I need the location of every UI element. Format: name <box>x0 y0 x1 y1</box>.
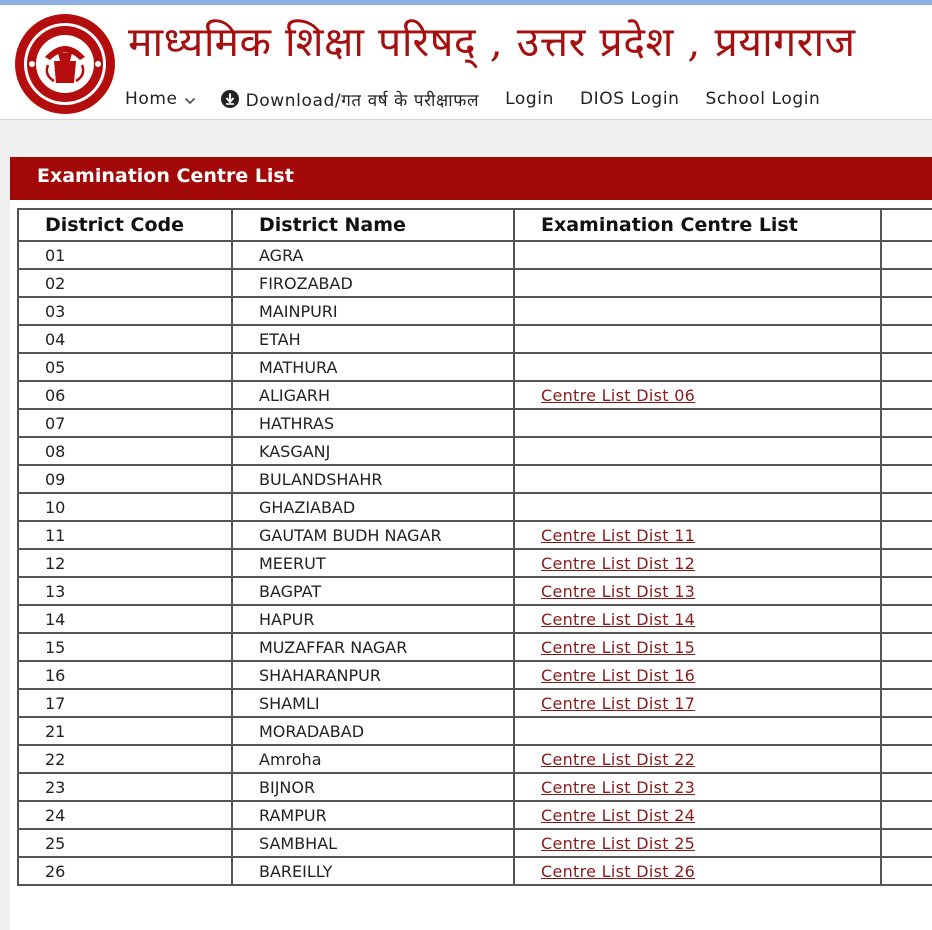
centre-list-link[interactable]: Centre List Dist 06 <box>541 385 696 405</box>
cell-district-name: GHAZIABAD <box>232 493 514 521</box>
cell-district-name: ETAH <box>232 325 514 353</box>
cell-extra <box>881 521 932 549</box>
table-row <box>18 241 932 269</box>
header-district-code: District Code <box>18 209 232 241</box>
cell-centre-list <box>514 773 881 801</box>
centre-list-link[interactable]: Centre List Dist 11 <box>541 525 696 545</box>
cell-district-code: 01 <box>18 241 232 269</box>
cell-extra <box>881 689 932 717</box>
cell-extra <box>881 381 932 409</box>
cell-district-name: MORADABAD <box>232 717 514 745</box>
cell-extra <box>881 773 932 801</box>
cell-district-name: SHAMLI <box>232 689 514 717</box>
cell-extra <box>881 577 932 605</box>
cell-centre-list <box>514 689 881 717</box>
cell-extra <box>881 465 932 493</box>
table-row <box>18 605 932 633</box>
cell-centre-list <box>514 241 881 269</box>
cell-district-name: AGRA <box>232 241 514 269</box>
cell-extra <box>881 829 932 857</box>
site-title: माध्यमिक शिक्षा परिषद् , उत्तर प्रदेश , प्रयागराज <box>128 18 856 66</box>
cell-district-code: 23 <box>18 773 232 801</box>
nav-login[interactable] <box>505 89 554 109</box>
table-row <box>18 325 932 353</box>
cell-centre-list <box>514 605 881 633</box>
cell-district-code: 09 <box>18 465 232 493</box>
cell-extra <box>881 493 932 521</box>
main-nav <box>125 87 820 111</box>
cell-district-name: MEERUT <box>232 549 514 577</box>
cell-district-code: 05 <box>18 353 232 381</box>
table-row <box>18 437 932 465</box>
table-row <box>18 689 932 717</box>
header-extra <box>881 209 932 241</box>
nav-dios-login-label: DIOS Login <box>579 89 680 109</box>
header-district-name: District Name <box>232 209 514 241</box>
cell-extra <box>881 857 932 885</box>
cell-district-name: BIJNOR <box>232 773 514 801</box>
cell-district-name: HATHRAS <box>232 409 514 437</box>
cell-centre-list <box>514 437 881 465</box>
cell-district-name: KASGANJ <box>232 437 514 465</box>
cell-district-code: 12 <box>18 549 232 577</box>
centre-table <box>17 208 932 886</box>
nav-download-label: Download/गत वर्ष के परीक्षाफल <box>245 90 480 111</box>
cell-district-code: 07 <box>18 409 232 437</box>
cell-district-code: 26 <box>18 857 232 885</box>
cell-district-code: 02 <box>18 269 232 297</box>
cell-extra <box>881 241 932 269</box>
cell-district-name: SAMBHAL <box>232 829 514 857</box>
nav-login-label: Login <box>505 89 554 109</box>
centre-list-link[interactable]: Centre List Dist 24 <box>541 805 696 825</box>
cell-district-name: MAINPURI <box>232 297 514 325</box>
table-row <box>18 717 932 745</box>
cell-extra <box>881 325 932 353</box>
site-header <box>0 5 932 120</box>
cell-centre-list <box>514 325 881 353</box>
cell-extra <box>881 353 932 381</box>
centre-list-link[interactable]: Centre List Dist 12 <box>541 553 696 573</box>
cell-extra <box>881 801 932 829</box>
nav-school-login-label: School Login <box>705 89 821 109</box>
cell-extra <box>881 717 932 745</box>
cell-district-code: 03 <box>18 297 232 325</box>
nav-dios-login[interactable] <box>580 89 680 109</box>
cell-district-name: BULANDSHAHR <box>232 465 514 493</box>
cell-centre-list <box>514 493 881 521</box>
table-row <box>18 773 932 801</box>
centre-list-link[interactable]: Centre List Dist 13 <box>541 581 696 601</box>
cell-district-code: 25 <box>18 829 232 857</box>
table-row <box>18 633 932 661</box>
nav-download[interactable] <box>220 88 479 111</box>
table-header-row <box>18 209 932 241</box>
centre-list-link[interactable]: Centre List Dist 22 <box>541 749 696 769</box>
cell-centre-list <box>514 801 881 829</box>
cell-extra <box>881 633 932 661</box>
cell-centre-list <box>514 661 881 689</box>
table-row <box>18 353 932 381</box>
table-row <box>18 829 932 857</box>
panel-title: Examination Centre List <box>10 157 932 200</box>
cell-district-name: SHAHARANPUR <box>232 661 514 689</box>
centre-list-link[interactable]: Centre List Dist 25 <box>541 833 696 853</box>
cell-centre-list <box>514 269 881 297</box>
cell-centre-list <box>514 297 881 325</box>
cell-district-code: 16 <box>18 661 232 689</box>
cell-district-name: Amroha <box>232 745 514 773</box>
centre-list-link[interactable]: Centre List Dist 14 <box>541 609 696 629</box>
cell-district-code: 14 <box>18 605 232 633</box>
cell-extra <box>881 269 932 297</box>
cell-district-code: 04 <box>18 325 232 353</box>
cell-district-code: 22 <box>18 745 232 773</box>
table-row <box>18 577 932 605</box>
cell-district-code: 08 <box>18 437 232 465</box>
table-row <box>18 409 932 437</box>
centre-list-link[interactable]: Centre List Dist 15 <box>541 637 696 657</box>
cell-centre-list <box>514 465 881 493</box>
cell-extra <box>881 409 932 437</box>
centre-list-link[interactable]: Centre List Dist 16 <box>541 665 696 685</box>
nav-school-login[interactable] <box>706 89 821 109</box>
cell-district-name: BAGPAT <box>232 577 514 605</box>
table-row <box>18 745 932 773</box>
cell-centre-list <box>514 549 881 577</box>
cell-district-code: 13 <box>18 577 232 605</box>
cell-district-name: MATHURA <box>232 353 514 381</box>
cell-centre-list <box>514 857 881 885</box>
cell-district-name: HAPUR <box>232 605 514 633</box>
cell-district-name: BAREILLY <box>232 857 514 885</box>
cell-district-code: 10 <box>18 493 232 521</box>
cell-centre-list <box>514 717 881 745</box>
centre-list-link[interactable]: Centre List Dist 17 <box>541 693 696 713</box>
table-row <box>18 521 932 549</box>
cell-district-code: 11 <box>18 521 232 549</box>
cell-district-name: FIROZABAD <box>232 269 514 297</box>
table-row <box>18 465 932 493</box>
cell-centre-list <box>514 353 881 381</box>
cell-district-code: 15 <box>18 633 232 661</box>
cell-centre-list <box>514 521 881 549</box>
cell-extra <box>881 605 932 633</box>
cell-district-name: MUZAFFAR NAGAR <box>232 633 514 661</box>
cell-district-code: 24 <box>18 801 232 829</box>
cell-district-code: 21 <box>18 717 232 745</box>
table-row <box>18 661 932 689</box>
chevron-down-icon <box>184 97 196 105</box>
table-row <box>18 801 932 829</box>
cell-district-name: GAUTAM BUDH NAGAR <box>232 521 514 549</box>
cell-centre-list <box>514 577 881 605</box>
table-row <box>18 549 932 577</box>
cell-district-name: RAMPUR <box>232 801 514 829</box>
cell-district-name: ALIGARH <box>232 381 514 409</box>
header-centre-list: Examination Centre List <box>514 209 881 241</box>
cell-centre-list <box>514 381 881 409</box>
up-govt-emblem-icon[interactable] <box>14 13 116 115</box>
cell-centre-list <box>514 633 881 661</box>
cell-centre-list <box>514 829 881 857</box>
cell-extra <box>881 437 932 465</box>
nav-home-label: Home <box>125 89 178 109</box>
cell-district-code: 06 <box>18 381 232 409</box>
cell-centre-list <box>514 745 881 773</box>
cell-extra <box>881 297 932 325</box>
cell-extra <box>881 661 932 689</box>
download-icon <box>220 89 240 109</box>
cell-district-code: 17 <box>18 689 232 717</box>
centre-list-link[interactable]: Centre List Dist 26 <box>541 861 696 881</box>
centre-list-link[interactable]: Centre List Dist 23 <box>541 777 696 797</box>
table-row <box>18 381 932 409</box>
table-row <box>18 857 932 885</box>
table-row <box>18 269 932 297</box>
cell-centre-list <box>514 409 881 437</box>
table-row <box>18 493 932 521</box>
nav-home[interactable] <box>125 89 196 109</box>
cell-extra <box>881 745 932 773</box>
table-row <box>18 297 932 325</box>
cell-extra <box>881 549 932 577</box>
